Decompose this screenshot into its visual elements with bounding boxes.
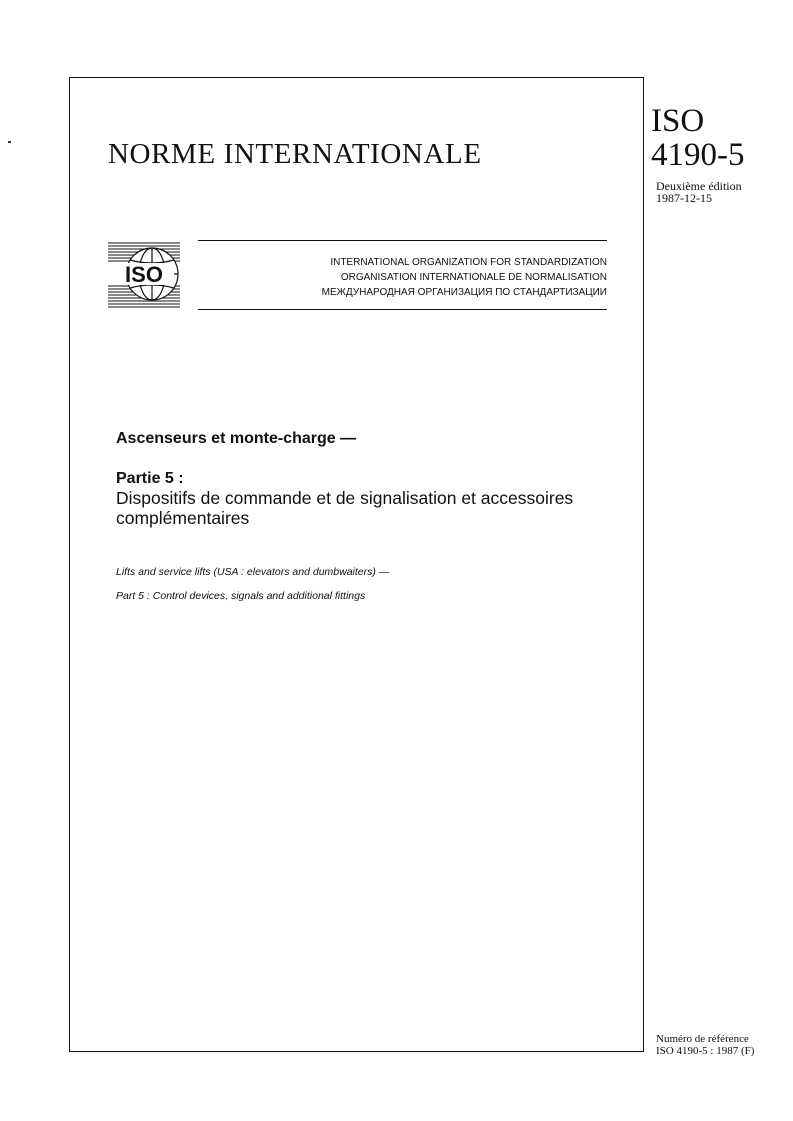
part-label-fr: Partie 5 : xyxy=(116,470,184,487)
standard-number xyxy=(651,104,745,172)
edition-date: 1987-12-15 xyxy=(656,191,712,205)
organization-name-fr: ORGANISATION INTERNATIONALE DE NORMALISATION xyxy=(340,272,607,283)
divider-top xyxy=(198,240,607,241)
divider-bottom xyxy=(198,309,607,310)
organization-name-ru: МЕЖДУНАРОДНАЯ ОРГАНИЗАЦИЯ ПО СТАНДАРТИЗАЦИИ xyxy=(321,287,607,298)
part-title-en: Part 5 : Control devices, signals and additional fittings xyxy=(116,590,366,602)
standard-number-value: 4190-5 xyxy=(651,137,745,173)
edition-label: Deuxième édition xyxy=(656,179,742,193)
reference-block xyxy=(656,1033,754,1057)
document-title-en: Lifts and service lifts (USA : elevators and dumbwaiters) — xyxy=(116,566,390,578)
organization-name-en: INTERNATIONAL ORGANIZATION FOR STANDARDIZATION xyxy=(330,257,607,268)
document-frame xyxy=(69,77,644,1052)
scan-speck xyxy=(8,141,11,143)
standard-number-prefix: ISO xyxy=(651,103,705,139)
reference-label: Numéro de référence xyxy=(656,1033,749,1045)
iso-logo xyxy=(108,240,180,310)
page-title: NORME INTERNATIONALE xyxy=(108,138,482,170)
reference-number: ISO 4190-5 : 1987 (F) xyxy=(656,1045,755,1057)
part-subtitle-fr: Dispositifs de commande et de signalisation et accessoires complémentaires xyxy=(116,488,574,528)
iso-logo-text: ISO xyxy=(125,262,163,287)
document-title-fr: Ascenseurs et monte-charge — xyxy=(116,430,357,447)
organization-names xyxy=(260,255,607,300)
edition-block xyxy=(656,180,742,204)
